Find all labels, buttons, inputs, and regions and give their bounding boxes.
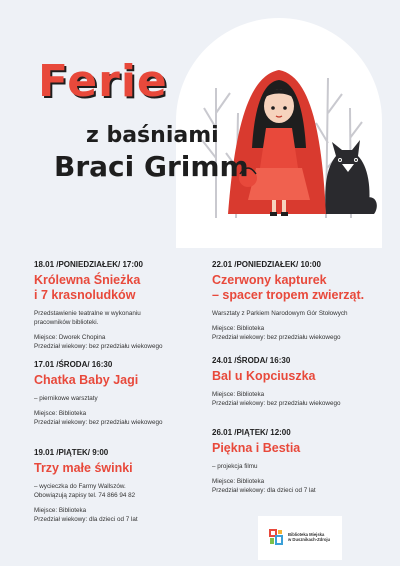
- event-place: Miejsce: Biblioteka: [34, 507, 87, 514]
- event-info: [34, 506, 202, 524]
- title-line-3: Braci Grimm: [54, 150, 249, 183]
- event-title: [34, 273, 202, 303]
- event-age-range: Przedział wiekowy: dla dzieci od 7 lat: [34, 516, 138, 523]
- library-logo-text: [288, 532, 330, 542]
- library-logo: [258, 516, 342, 560]
- event-date: 19.01 /PIĄTEK/ 9:00: [34, 448, 109, 457]
- event-place: Miejsce: Biblioteka: [34, 410, 87, 417]
- event-date: 17.01 /ŚRODA/ 16:30: [34, 360, 113, 369]
- event-description-line: Warsztaty z Parkiem Narodowym Gór Stołowych: [212, 310, 348, 317]
- event-description: [34, 394, 202, 403]
- event-info: [212, 324, 380, 342]
- event-title-line: – spacer tropem zwierząt.: [212, 288, 365, 302]
- event-description: [34, 482, 202, 500]
- event-info: [34, 409, 202, 427]
- event-item: [212, 260, 380, 342]
- event-title-line: Trzy małe świnki: [34, 461, 133, 475]
- event-title-line: Królewna Śnieżka: [34, 273, 141, 287]
- event-item: [212, 428, 380, 495]
- library-logo-text-line: w Dusznikach-Zdroju: [288, 537, 331, 543]
- event-age-range: Przedział wiekowy: bez przedziału wiekowego: [212, 334, 341, 341]
- event-title-line: i 7 krasnoludków: [34, 288, 136, 302]
- event-date: 26.01 /PIĄTEK/ 12:00: [212, 428, 291, 437]
- event-info: [212, 390, 380, 408]
- event-title: [212, 441, 380, 456]
- event-item: [212, 356, 380, 408]
- event-description-line: – piernikowe warsztaty: [34, 395, 98, 402]
- event-age-range: Przedział wiekowy: bez przedziału wiekowego: [34, 419, 163, 426]
- event-info: [212, 477, 380, 495]
- event-description: [34, 309, 202, 327]
- event-date: 24.01 /ŚRODA/ 16:30: [212, 356, 291, 365]
- event-title: [212, 273, 380, 303]
- event-age-range: Przedział wiekowy: bez przedziału wiekowego: [212, 400, 341, 407]
- event-description-line: – projekcja filmu: [212, 463, 258, 470]
- event-title-line: Piękna i Bestia: [212, 441, 301, 455]
- event-title-line: Chatka Baby Jagi: [34, 373, 139, 387]
- event-item: [34, 360, 202, 427]
- event-date: 22.01 /PONIEDZIAŁEK/ 10:00: [212, 260, 321, 269]
- event-title: [34, 373, 202, 388]
- event-title: [34, 461, 202, 476]
- event-title: [212, 369, 380, 384]
- event-place: Miejsce: Biblioteka: [212, 391, 265, 398]
- event-description-line: – wycieczka do Farmy Wallszów.: [34, 483, 126, 490]
- event-title-line: Czerwony kapturek: [212, 273, 327, 287]
- event-place: Miejsce: Dworek Chopina: [34, 334, 106, 341]
- event-info: [34, 333, 202, 351]
- event-age-range: Przedział wiekowy: bez przedziału wiekowego: [34, 343, 163, 350]
- wolf-icon: [325, 140, 377, 214]
- event-description-line: Przedstawienie teatralne w wykonaniu: [34, 310, 141, 317]
- event-title-line: Bal u Kopciuszka: [212, 369, 316, 383]
- event-age-range: Przedział wiekowy: dla dzieci od 7 lat: [212, 487, 316, 494]
- library-logo-text-line: Biblioteka Miejska: [288, 532, 325, 537]
- event-item: [34, 260, 202, 351]
- event-description-line: Obowiązują zapisy tel. 74 866 94 82: [34, 492, 136, 499]
- event-place: Miejsce: Biblioteka: [212, 478, 265, 485]
- event-place: Miejsce: Biblioteka: [212, 325, 265, 332]
- library-logo-icon: [268, 528, 284, 546]
- event-description: [212, 309, 380, 318]
- event-description: [212, 462, 380, 471]
- title-line-1: Ferie: [38, 56, 168, 107]
- event-item: [34, 448, 202, 524]
- event-date: 18.01 /PONIEDZIAŁEK/ 17:00: [34, 260, 143, 269]
- title-line-2: z baśniami: [86, 123, 219, 148]
- event-description-line: pracowników biblioteki.: [34, 319, 99, 326]
